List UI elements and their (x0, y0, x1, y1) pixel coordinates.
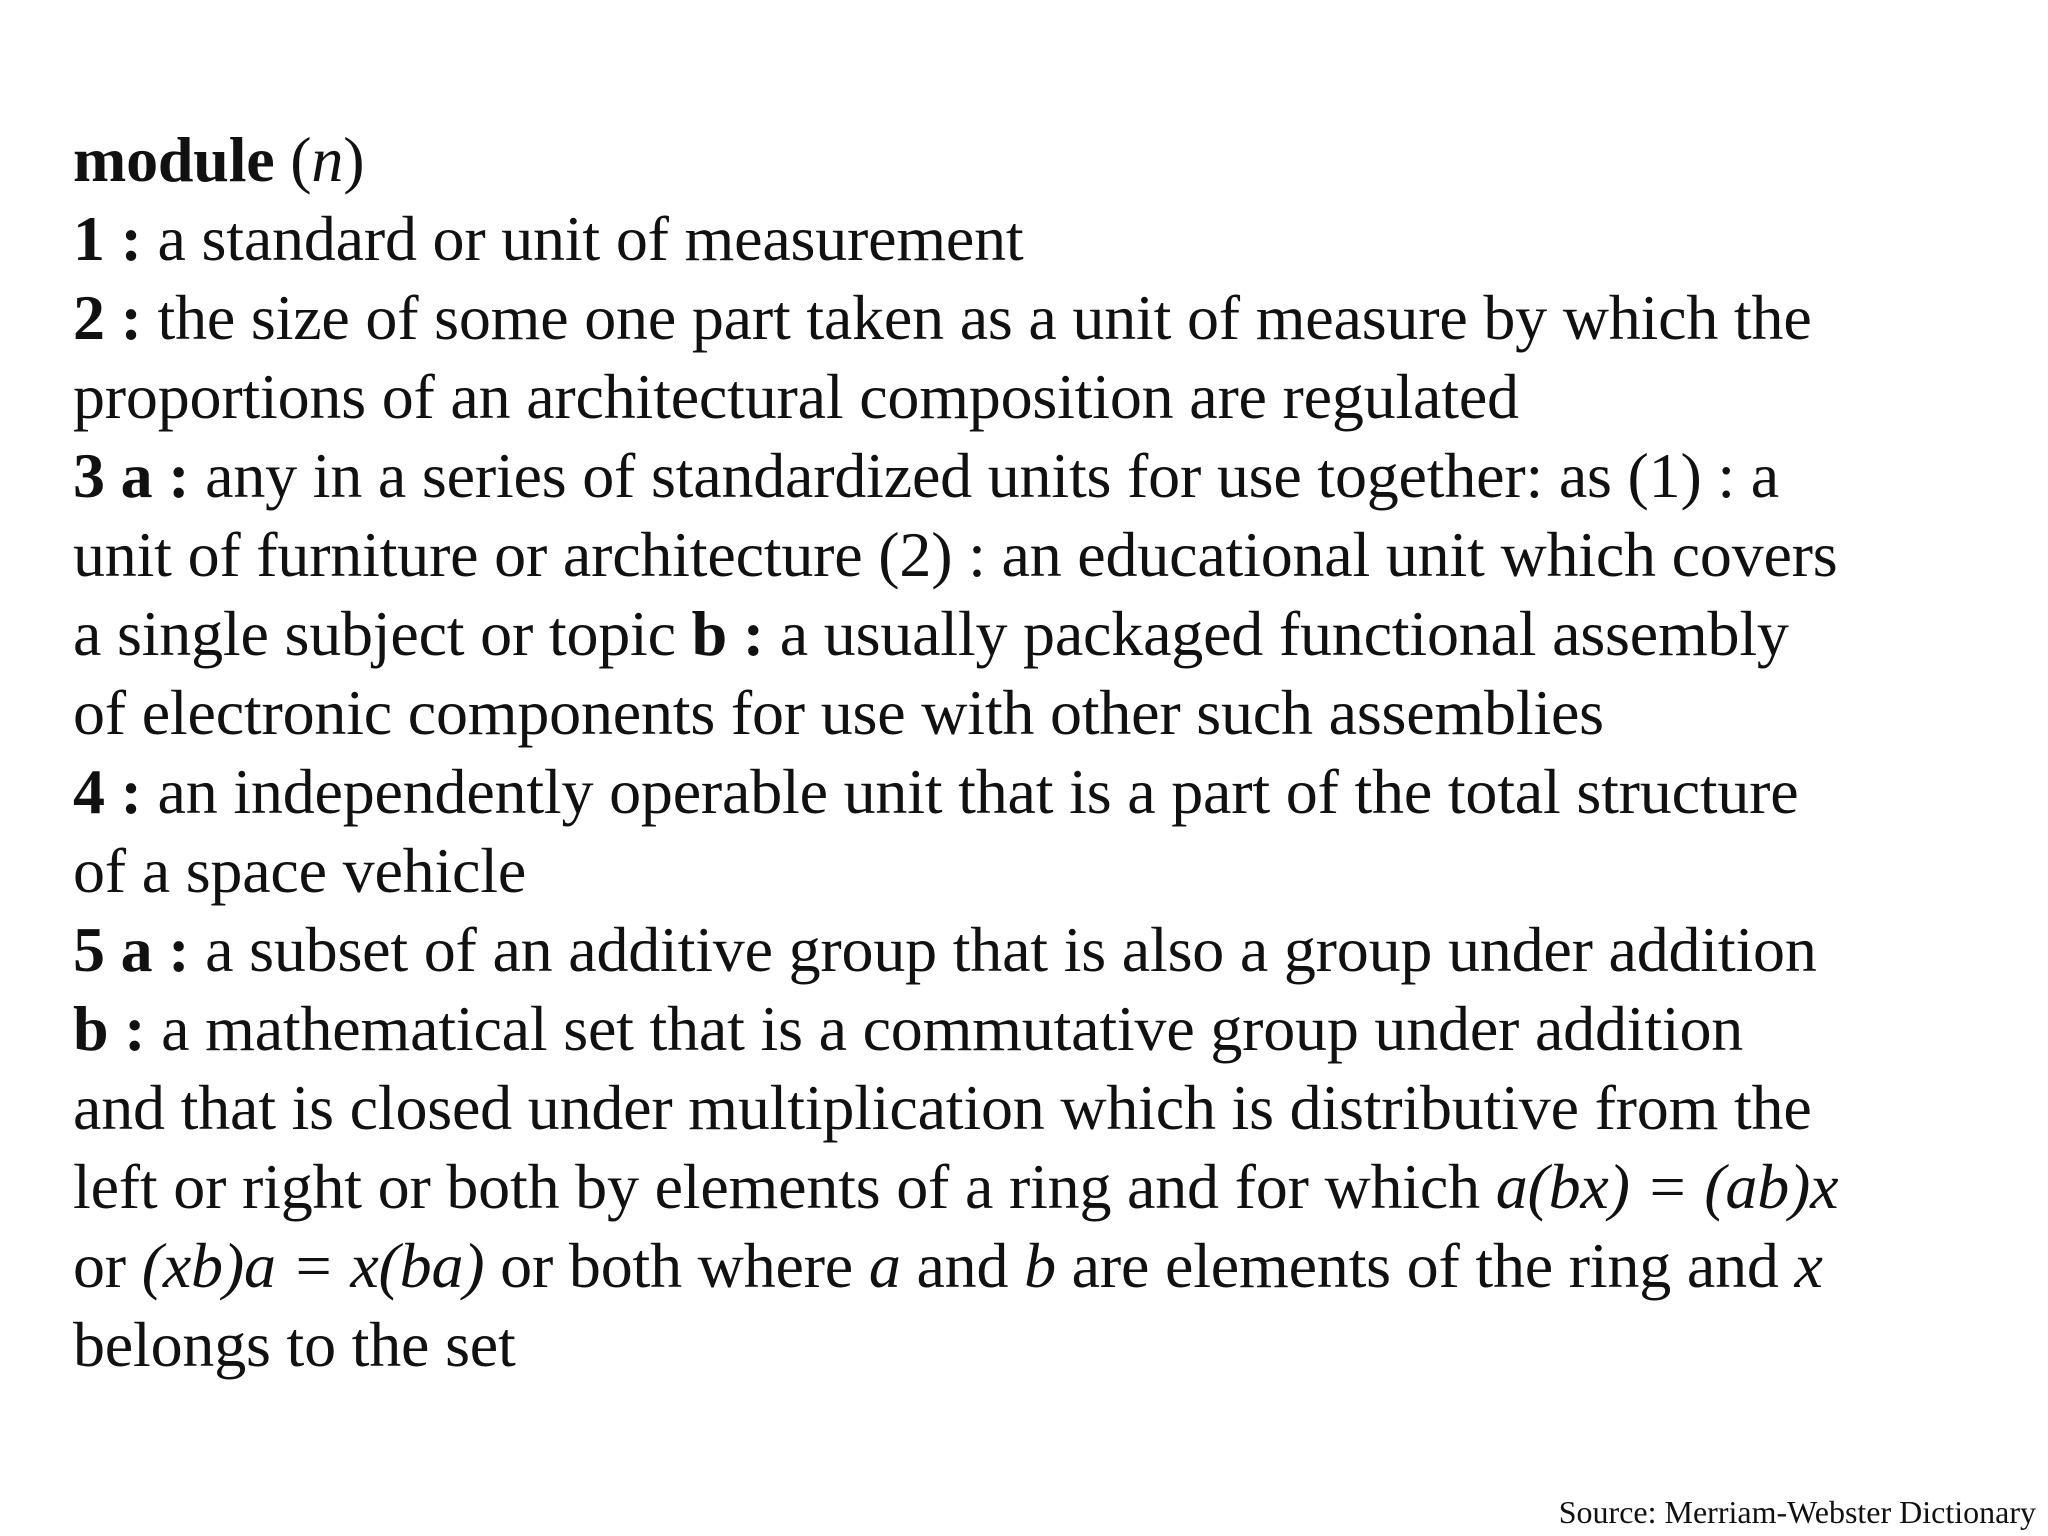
sense-1-label: 1 : (73, 203, 142, 274)
sense-3b-label: b : (691, 598, 764, 669)
sense-3-line-4 (73, 673, 2033, 752)
sense-5-line-2 (73, 989, 2033, 1068)
headword: module (73, 124, 275, 195)
sense-3-text-cont: unit of furniture or architecture (2) : an educational unit which covers (73, 519, 1838, 590)
sense-4-line-1 (73, 752, 2033, 831)
formula-1: a(bx) = (ab)x (1495, 1151, 1839, 1222)
sense-3a-text-end: a single subject or topic (73, 598, 692, 669)
headword-line: module (n) (73, 124, 365, 195)
sense-5-line-3 (73, 1068, 2033, 1147)
sense-2-line-2 (73, 357, 2033, 436)
sense-4-label: 4 : (73, 756, 142, 827)
variable-x: x (1794, 1230, 1823, 1301)
and-text: and (900, 1230, 1025, 1301)
sense-4-line-2 (73, 831, 2033, 910)
sense-4-text-cont: of a space vehicle (73, 835, 527, 906)
or-text: or (73, 1230, 142, 1301)
variable-b: b (1024, 1230, 1056, 1301)
sense-5b-text: a mathematical set that is a commutative group under addition (145, 993, 1744, 1064)
sense-5b-text-end: belongs to the set (73, 1309, 516, 1380)
part-of-speech: n (311, 124, 344, 195)
sense-3-text: any in a series of standardized units for use together: as (1) : a (189, 440, 1779, 511)
sense-2-line-1 (73, 278, 2033, 357)
sense-2-label: 2 : (73, 282, 142, 353)
formula-2: (xb)a = x(ba) (141, 1230, 485, 1301)
sense-3-label: 3 a : (73, 440, 190, 511)
variable-a: a (868, 1230, 901, 1301)
sense-3b-text: a usually packaged functional assembly (763, 598, 1789, 669)
sense-1-text: a standard or unit of measurement (141, 203, 1024, 274)
sense-5b-label: b : (73, 993, 146, 1064)
dictionary-entry (73, 120, 2033, 1384)
sense-2-text-cont: proportions of an architectural composition are regulated (73, 361, 1519, 432)
sense-3-line-3 (73, 594, 2033, 673)
sense-5-line-6 (73, 1305, 2033, 1384)
sense-3-line-2 (73, 515, 2033, 594)
both-where-text: or both where (484, 1230, 869, 1301)
sense-2-text: the size of some one part taken as a unit of measure by which the (141, 282, 1812, 353)
sense-5-line-1 (73, 910, 2033, 989)
elements-of-ring-text: are elements of the ring and (1055, 1230, 1795, 1301)
sense-5b-text-cont-1: and that is closed under multiplication which is distributive from the (73, 1072, 1812, 1143)
sense-4-text: an independently operable unit that is a part of the total structure (141, 756, 1799, 827)
sense-1-line-1 (73, 199, 2033, 278)
sense-5b-text-cont-2: left or right or both by elements of a ring and for which (73, 1151, 1496, 1222)
source-citation: Source: Merriam-Webster Dictionary (1558, 1494, 2036, 1530)
sense-5-label: 5 a : (73, 914, 190, 985)
sense-3-line-1 (73, 436, 2033, 515)
sense-3b-text-cont: of electronic components for use with other such assemblies (73, 677, 1604, 748)
sense-5-line-5 (73, 1226, 2033, 1305)
sense-5a-text: a subset of an additive group that is also a group under addition (189, 914, 1817, 985)
sense-5-line-4 (73, 1147, 2033, 1226)
